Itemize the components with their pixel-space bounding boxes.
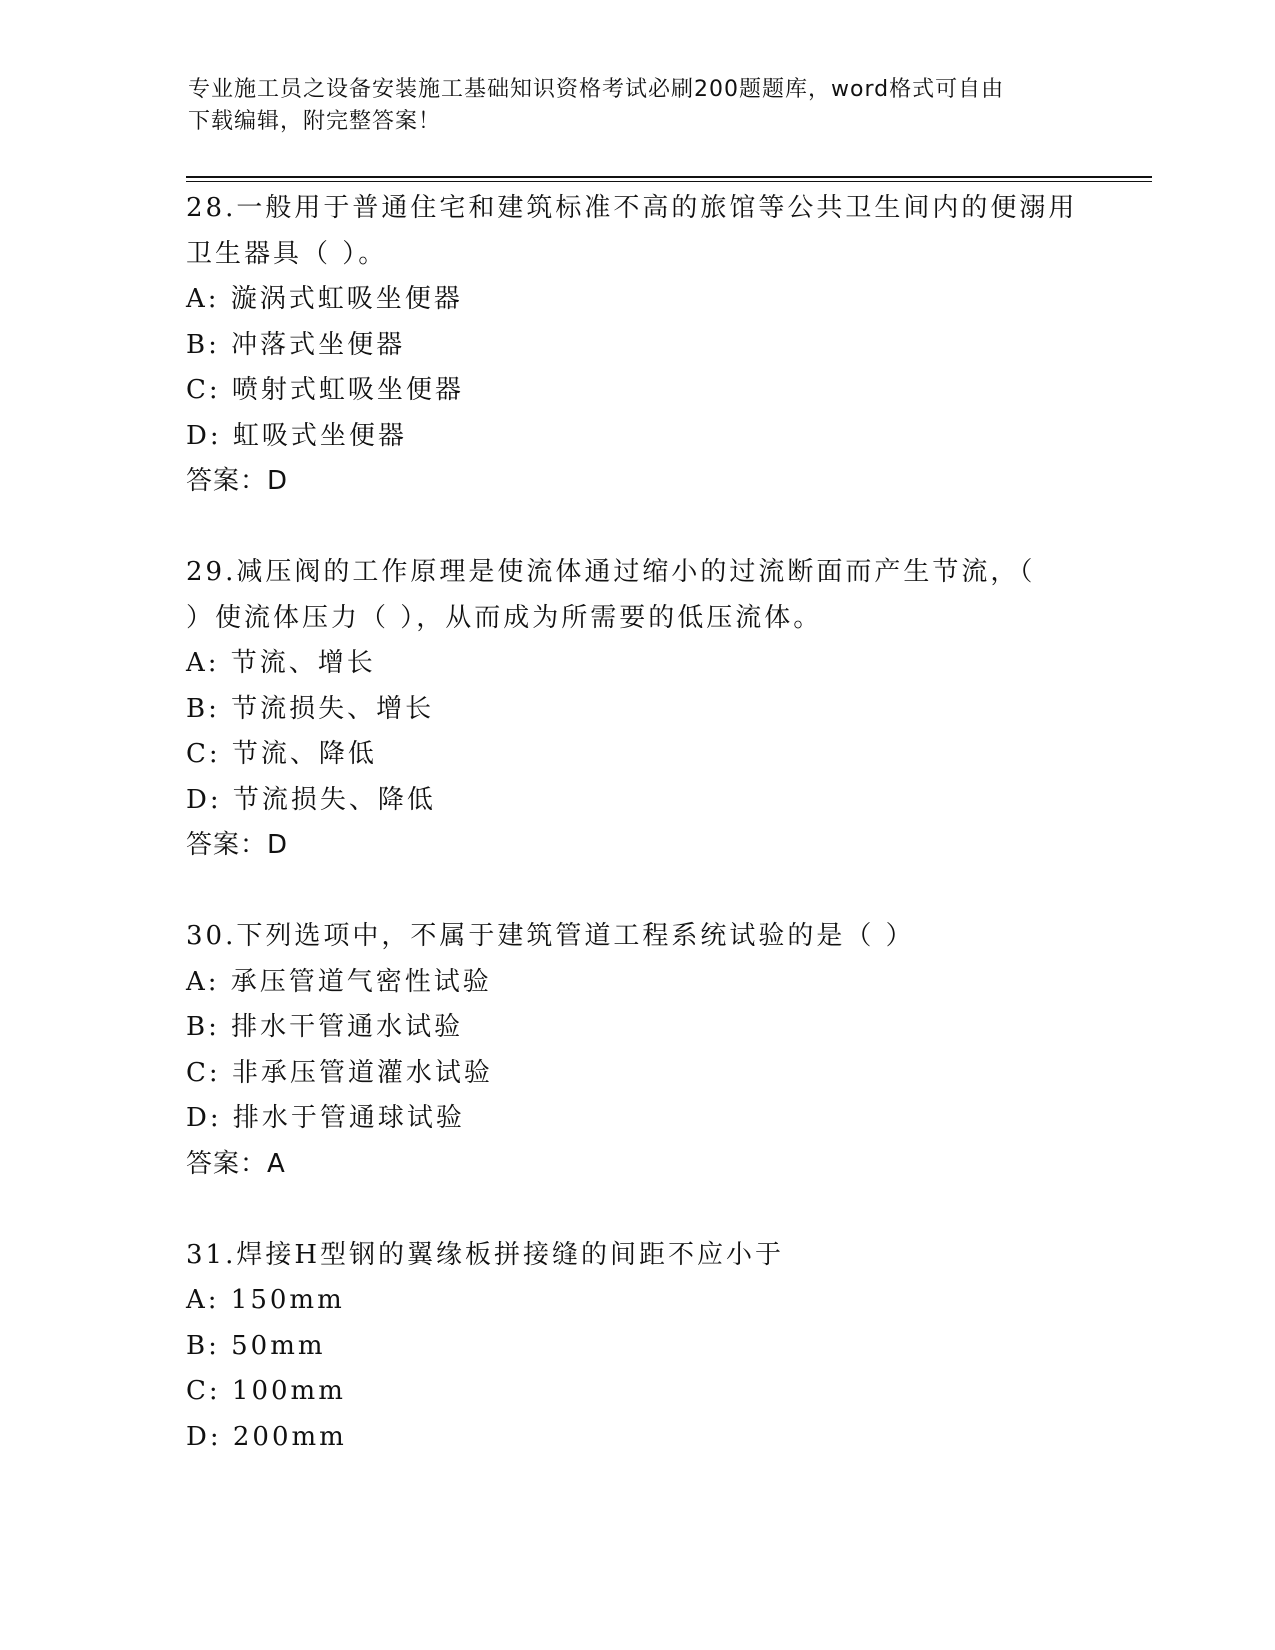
answer: 答案：D [186, 830, 289, 860]
spacer [186, 1187, 1086, 1233]
option-d: D: 200mm [186, 1421, 347, 1452]
option-a: A: 150mm [186, 1285, 345, 1315]
option-b: B: 50mm [186, 1330, 326, 1361]
question-31 [186, 1233, 1086, 1461]
option-c: C: 节流、降低 [186, 739, 377, 769]
header-divider-thick [186, 176, 1152, 178]
question-stem-line-2: 卫生器具（ ）。 [186, 238, 388, 269]
question-stem-line-1: 31.焊接H型钢的翼缘板拼接缝的间距不应小于 [186, 1239, 785, 1270]
option-d: D: 排水于管通球试验 [186, 1103, 465, 1133]
option-d: D: 虹吸式坐便器 [186, 420, 407, 451]
option-c: C: 喷射式虹吸坐便器 [186, 375, 464, 405]
question-28 [186, 186, 1086, 505]
question-29 [186, 550, 1086, 869]
question-list [186, 186, 1086, 1460]
option-a: A: 节流、增长 [186, 648, 376, 678]
answer: 答案：A [186, 1148, 286, 1179]
question-30 [186, 914, 1086, 1187]
option-c: C: 100mm [186, 1376, 346, 1406]
option-b: B: 排水干管通水试验 [186, 1012, 464, 1042]
question-stem-line-1: 30.下列选项中，不属于建筑管道工程系统试验的是（ ） [186, 921, 915, 951]
option-b: B: 冲落式坐便器 [186, 329, 406, 360]
question-stem-line-1: 28.一般用于普通住宅和建筑标准不高的旅馆等公共卫生间内的便溺用 [186, 193, 1078, 223]
answer: 答案：D [186, 466, 289, 496]
header-line-2: 下载编辑，附完整答案！ [188, 109, 442, 134]
option-c: C: 非承压管道灌水试验 [186, 1057, 493, 1088]
option-a: A: 漩涡式虹吸坐便器 [186, 284, 463, 314]
document-header [188, 74, 1078, 138]
option-d: D: 节流损失、降低 [186, 784, 436, 815]
option-b: B: 节流损失、增长 [186, 693, 435, 724]
option-a: A: 承压管道气密性试验 [186, 966, 492, 997]
question-stem-line-1: 29.减压阀的工作原理是使流体通过缩小的过流断面而产生节流，（ [186, 557, 1036, 587]
spacer [186, 869, 1086, 915]
header-line-1: 专业施工员之设备安装施工基础知识资格考试必刷200题题库，word格式可自由 [188, 77, 1005, 102]
question-stem-line-2: ）使流体压力（ ），从而成为所需要的低压流体。 [186, 602, 823, 633]
spacer [186, 505, 1086, 551]
header-divider-thin [186, 181, 1152, 182]
